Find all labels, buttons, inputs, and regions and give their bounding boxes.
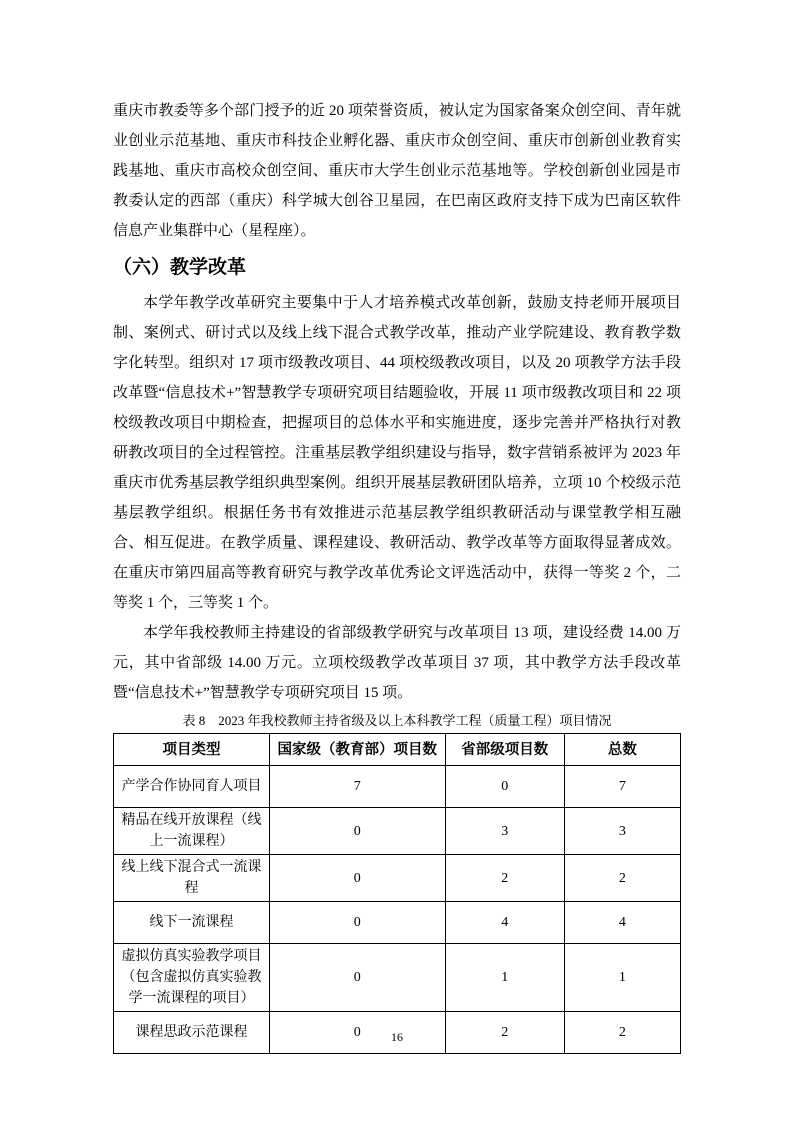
table-row xyxy=(114,944,681,1012)
cell-project-type: 线上线下混合式一流课程 xyxy=(114,855,270,902)
cell-project-type: 产学合作协同育人项目 xyxy=(114,766,270,808)
cell-provincial-count: 4 xyxy=(445,902,564,944)
cell-total: 2 xyxy=(564,1012,680,1054)
continued-paragraph: 重庆市教委等多个部门授予的近 20 项荣誉资质，被认定为国家备案众创空间、青年就业创业示范基地、重庆市科技企业孵化器、重庆市众创空间、重庆市创新创业教育实践基地、重庆市高校众创空间、重庆市大学生创业示范基地等。学校创新创业园是市教委认定的西部（重庆）科学城大创谷卫星园，在巴南区政府支持下成为巴南区软件信息产业集群中心（星程座）。 xyxy=(113,103,681,239)
cell-national-count: 7 xyxy=(269,766,445,808)
cell-total: 7 xyxy=(564,766,680,808)
cell-project-type: 课程思政示范课程 xyxy=(114,1012,270,1054)
cell-national-count: 0 xyxy=(269,808,445,855)
header-provincial-count: 省部级项目数 xyxy=(445,734,564,766)
cell-national-count: 0 xyxy=(269,944,445,1012)
table-header-row xyxy=(114,734,681,766)
cell-total: 1 xyxy=(564,944,680,1012)
cell-national-count: 0 xyxy=(269,902,445,944)
quality-projects-table xyxy=(113,733,681,1054)
paragraph-teaching-reform: 本学年教学改革研究主要集中于人才培养模式改革创新，鼓励支持老师开展项目制、案例式、研讨式以及线上线下混合式教学改革，推动产业学院建设、教育教学数字化转型。组织对 17 项市级教改项目、44 项校级教改项目，以及 20 项教学方法手段改革暨“信息技术+”智慧教学专项研究项目结题验收，开展 11 项市级教改项目和 22 项校级教改项目中期检查，把握项目的总体水平和实施进度，逐步完善并严格执行对教研教改项目的全过程管控。注重基层教学组织建设与指导，数字营销系被评为 2023 年重庆市优秀基层教学组织典型案例。组织开展基层教研团队培养，立项 10 个校级示范基层教学组织。根据任务书有效推进示范基层教学组织教研活动与课堂教学相互融合、相互促进。在教学质量、课程建设、教研活动、教学改革等方面取得显著成效。在重庆市第四届高等教育研究与教学改革优秀论文评选活动中，获得一等奖 2 个，二等奖 1 个，三等奖 1 个。 xyxy=(113,295,681,611)
table-row xyxy=(114,855,681,902)
cell-total: 2 xyxy=(564,855,680,902)
cell-national-count: 0 xyxy=(269,855,445,902)
page-content xyxy=(113,96,681,1054)
header-total: 总数 xyxy=(564,734,680,766)
page-number: 16 xyxy=(391,1030,403,1044)
table-caption: 表 8 2023 年我校教师主持省级及以上本科教学工程（质量工程）项目情况 xyxy=(182,713,612,728)
table-row xyxy=(114,766,681,808)
cell-provincial-count: 0 xyxy=(445,766,564,808)
header-national-count: 国家级（教育部）项目数 xyxy=(269,734,445,766)
cell-provincial-count: 2 xyxy=(445,855,564,902)
cell-provincial-count: 2 xyxy=(445,1012,564,1054)
cell-total: 3 xyxy=(564,808,680,855)
cell-project-type: 虚拟仿真实验教学项目（包含虚拟仿真实验教学一流课程的项目） xyxy=(114,944,270,1012)
cell-national-count: 0 xyxy=(269,1012,445,1054)
paragraph-project-funding: 本学年我校教师主持建设的省部级教学研究与改革项目 13 项，建设经费 14.00 万元，其中省部级 14.00 万元。立项校级教学改革项目 37 项，其中教学方法手段改革暨“信息技术+”智慧教学专项研究项目 15 项。 xyxy=(113,625,681,701)
cell-provincial-count: 1 xyxy=(445,944,564,1012)
table-row xyxy=(114,902,681,944)
cell-total: 4 xyxy=(564,902,680,944)
table-row xyxy=(114,808,681,855)
header-project-type: 项目类型 xyxy=(114,734,270,766)
cell-provincial-count: 3 xyxy=(445,808,564,855)
cell-project-type: 精品在线开放课程（线上一流课程） xyxy=(114,808,270,855)
section-heading: （六）教学改革 xyxy=(113,257,247,278)
cell-project-type: 线下一流课程 xyxy=(114,902,270,944)
